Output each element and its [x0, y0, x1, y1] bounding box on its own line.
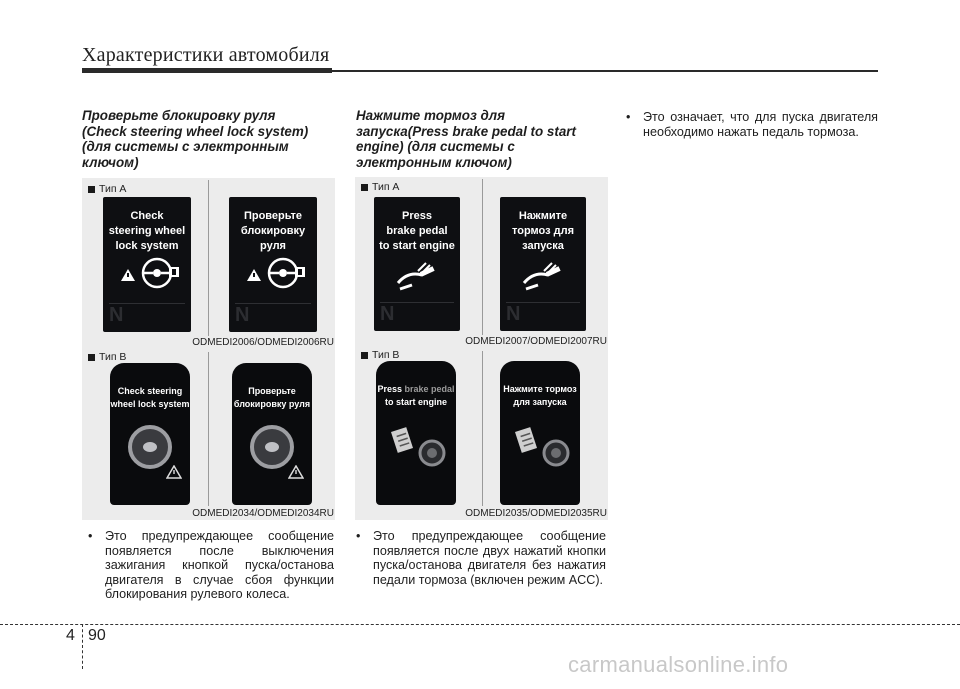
- bullet-steering-lock: • Это предупреждающее сообщение появляется после выключения зажигания кнопкой пуска/останова двигателя в случае сбоя функции блокирования рулевого колеса.: [88, 529, 334, 601]
- title-line: (Check steering wheel lock system): [82, 123, 309, 139]
- figure-divider: [482, 179, 483, 335]
- bullet-dot: •: [356, 529, 361, 543]
- cluster-screen-ru: [232, 363, 312, 505]
- gear-indicator: N: [506, 302, 580, 325]
- gear-indicator: N: [109, 303, 185, 326]
- section-title-steering-lock: [82, 108, 342, 170]
- bullet-brake-required: • Это означает, что для пуска двигателя необходимо нажать педаль тормоза.: [626, 110, 878, 139]
- steering-lock-icon: [241, 255, 309, 291]
- brake-pedal-icon: [518, 261, 568, 293]
- screen-message: Нажмите тормоз для запуска: [503, 384, 577, 407]
- square-bullet-icon: [361, 352, 368, 359]
- warning-icon: [166, 465, 182, 479]
- screen-message: Нажмите тормоз для запуска: [511, 210, 574, 252]
- screen-message: Проверьте блокировку руля: [240, 210, 306, 252]
- header-rule-thick: [82, 68, 332, 73]
- title-line: Нажмите тормоз для: [356, 108, 506, 123]
- title-line: (для системы с электронным: [82, 139, 289, 154]
- title-line: ключом): [82, 154, 139, 170]
- footer-rule: [0, 624, 960, 625]
- section-number: 4: [66, 627, 75, 644]
- title-line: запуска(Press brake pedal to start: [356, 123, 576, 139]
- dashboard-screen-en: [103, 197, 191, 332]
- steering-lock-icon: [115, 255, 183, 291]
- warning-icon: [288, 465, 304, 479]
- figure-divider: [482, 351, 483, 506]
- figure-divider: [208, 180, 209, 336]
- watermark: carmanualsonline.info: [568, 652, 789, 677]
- cluster-screen-en: [376, 361, 456, 505]
- title-line: электронным ключом): [356, 154, 512, 170]
- bullet-press-brake: • Это предупреждающее сообщение появляется после двух нажатий кнопки пуска/останова двигателя без нажатия педали тормоза (включен режим ACC).: [356, 529, 606, 587]
- brake-pedal-icon: [392, 261, 442, 293]
- screen-message: Проверьте блокировку руля: [233, 386, 311, 409]
- figure-caption: ODMEDI2034/ODMEDI2034RU: [192, 508, 334, 519]
- type-b-label: Тип B: [361, 349, 399, 361]
- cluster-screen-en: [110, 363, 190, 505]
- type-b-label: Тип B: [88, 351, 126, 363]
- square-bullet-icon: [88, 186, 95, 193]
- title-line: Проверьте блокировку руля: [82, 108, 276, 123]
- bullet-dot: •: [626, 110, 631, 124]
- figure-divider: [208, 352, 209, 506]
- brake-pedal-button-icon: [390, 423, 450, 473]
- square-bullet-icon: [361, 184, 368, 191]
- dashboard-screen-ru: [229, 197, 317, 332]
- page-header-title: Характеристики автомобиля: [82, 44, 330, 66]
- type-a-label: Тип A: [88, 183, 126, 195]
- bullet-dot: •: [88, 529, 93, 543]
- figure-caption: ODMEDI2006/ODMEDI2006RU: [192, 337, 334, 348]
- page-number: 90: [88, 627, 106, 644]
- brake-pedal-button-icon: [514, 423, 574, 473]
- dashboard-screen-en: [374, 197, 460, 331]
- figure-caption: ODMEDI2035/ODMEDI2035RU: [465, 508, 607, 519]
- screen-message: Press brake pedal to start engine: [379, 210, 455, 252]
- screen-message: Check steering wheel lock system: [108, 210, 186, 252]
- figure-caption: ODMEDI2007/ODMEDI2007RU: [465, 336, 607, 347]
- gear-indicator: N: [235, 303, 311, 326]
- cluster-screen-ru: [500, 361, 580, 505]
- square-bullet-icon: [88, 354, 95, 361]
- screen-message: Check steering wheel lock system: [110, 386, 190, 409]
- screen-message: Press brake pedal to start engine: [377, 384, 455, 407]
- dashboard-screen-ru: [500, 197, 586, 331]
- title-line: engine) (для системы с: [356, 139, 515, 154]
- gear-indicator: N: [380, 302, 454, 325]
- type-a-label: Тип A: [361, 181, 399, 193]
- footer-vertical-rule: [82, 624, 83, 669]
- header-rule-thin: [332, 70, 878, 72]
- section-title-press-brake: [356, 108, 616, 170]
